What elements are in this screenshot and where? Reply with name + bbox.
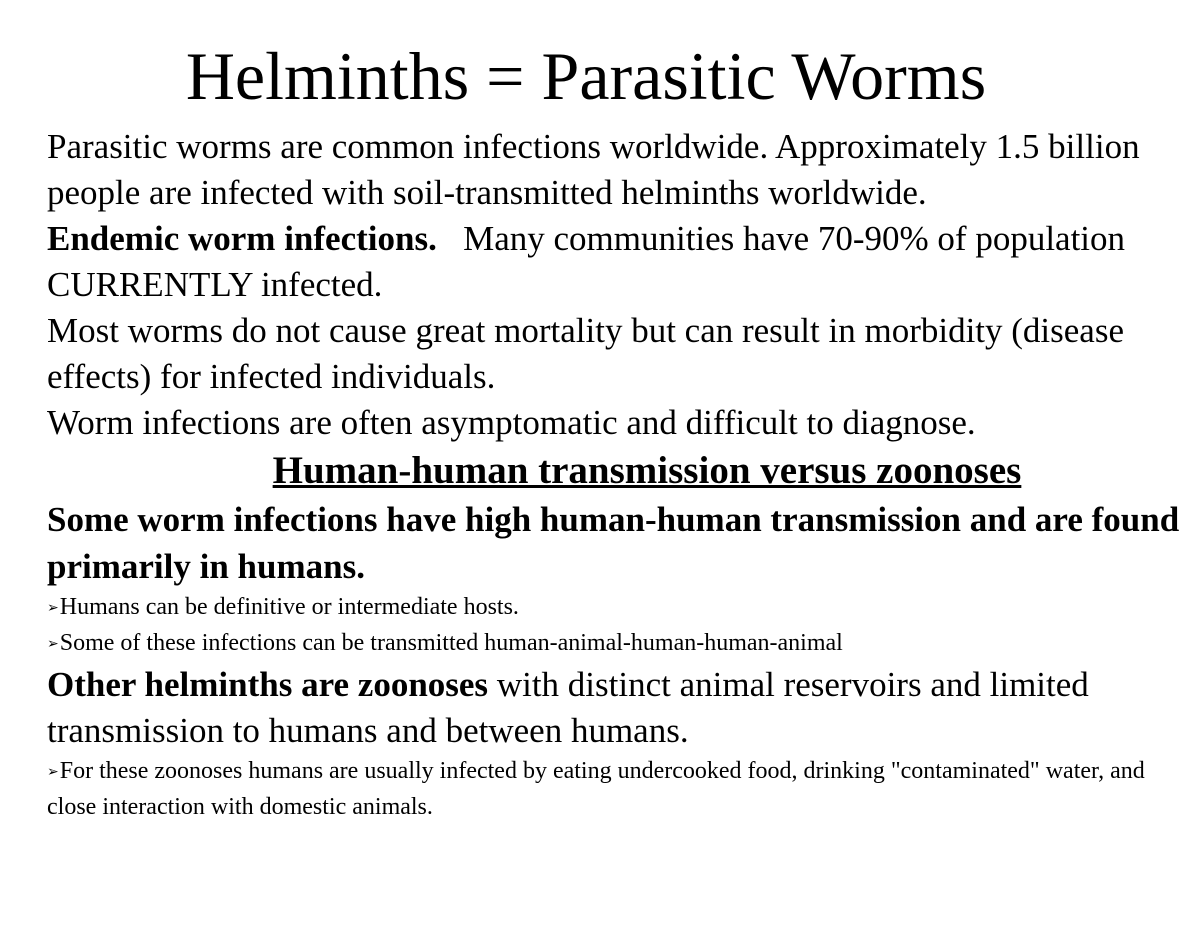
bullet-text: Some of these infections can be transmitted human-animal-human-human-animal <box>59 630 843 656</box>
slide-body <box>47 124 1187 824</box>
slide-title: Helminths = Parasitic Worms <box>185 38 987 114</box>
bullet-text: For these zoonoses humans are usually infected by eating undercooked food, drinking "contaminated" water, and close interaction with domestic animals. <box>47 758 1145 820</box>
zoonoses-label: Other helminths are zoonoses <box>47 665 489 704</box>
zoonoses-text: with distinct animal reservoirs and limited transmission to humans and between humans. <box>47 665 1089 750</box>
section-paragraph-1: Some worm infections have high human-human transmission and are found primarily in humans. <box>47 500 1180 586</box>
endemic-label: Endemic worm infections. <box>47 219 437 258</box>
bullet-text: Humans can be definitive or intermediate hosts. <box>59 594 519 620</box>
bullet-item <box>47 590 1187 626</box>
endemic-text: Many communities have 70-90% of population CURRENTLY infected. <box>47 219 1126 304</box>
section-paragraph-2 <box>47 662 1187 754</box>
arrow-bullet-icon: ➢ <box>47 637 59 652</box>
arrow-bullet-icon: ➢ <box>47 765 59 780</box>
intro-paragraph-1: Parasitic worms are common infections worldwide. Approximately 1.5 billion people are infected with soil-transmitted helminths worldwide. <box>47 127 1140 212</box>
section-heading: Human-human transmission versus zoonoses <box>272 449 1022 492</box>
arrow-bullet-icon: ➢ <box>47 601 59 616</box>
bullet-item <box>47 626 1187 662</box>
bullet-item <box>47 754 1187 824</box>
intro-paragraph-3: Most worms do not cause great mortality but can result in morbidity (disease effects) for infected individuals. <box>47 311 1125 396</box>
intro-paragraph-4: Worm infections are often asymptomatic and difficult to diagnose. <box>47 403 976 442</box>
intro-paragraph-2 <box>47 216 1187 308</box>
